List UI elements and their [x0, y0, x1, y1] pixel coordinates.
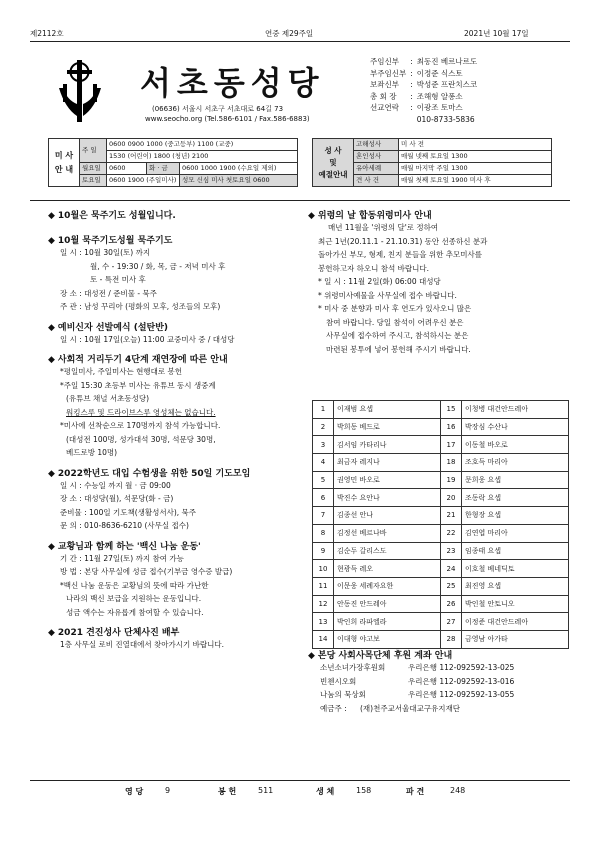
sacrament-info: 매월 넷째 토요일 1300 [399, 151, 552, 163]
diamond-bullet-icon: ◆ [48, 355, 55, 365]
name-row [313, 560, 569, 578]
sacrament-label: 성 사 [324, 145, 342, 155]
issue-date: 2021년 10월 17일 [464, 29, 529, 38]
diamond-bullet-icon: ◆ [48, 322, 55, 333]
staff-row: 부주임신부 : 이정준 식스토 [370, 68, 463, 78]
row-number: 17 [441, 436, 462, 454]
stat-label: 봉 헌 [218, 787, 237, 796]
deceased-name: 김서임 카타리나 [334, 436, 441, 454]
deceased-name: 박인철 안토니오 [462, 595, 569, 613]
deceased-name: 현광득 레오 [334, 560, 441, 578]
staff-row: 주임신부 : 최동진 베르나르도 [370, 57, 478, 66]
notice-exam-prayer-body: 일 시 : 수능일 까지 월 · 금 09:00 장 소 : 대성당(월), 석문당(화 - 금) 준비물 : 100일 기도책(생활성서사), 묵주 문 의 : 010-8636-6210 (사무실 접수) [60, 480, 197, 530]
notice-distancing-title: ◆ 사회적 거리두기 4단계 재연장에 따른 안내 [48, 355, 228, 365]
row-number: 6 [313, 489, 334, 507]
footer-rule [30, 780, 570, 781]
parish-address: (06636) 서울시 서초구 서초대로 64길 73 [152, 105, 284, 113]
account-row: 빈첸시오회 우리은행 112-092592-13-016 [320, 676, 515, 686]
sacrament-info: 매월 첫째 토요일 1900 미사 후 [399, 175, 552, 187]
left-column [48, 208, 303, 652]
diamond-bullet-icon: ◆ [308, 211, 315, 221]
mass-label-2: 안 내 [54, 164, 74, 174]
stat-value: 9 [165, 786, 171, 795]
row-number: 18 [441, 454, 462, 472]
name-row [313, 401, 569, 419]
stat-value: 158 [356, 786, 372, 795]
sacrament-label-3: 예절안내 [318, 169, 348, 179]
section-rule [30, 200, 570, 201]
diamond-bullet-icon: ◆ [48, 468, 55, 479]
parish-logo-icon [55, 58, 105, 124]
header-rule [30, 41, 570, 42]
row-number: 12 [313, 595, 334, 613]
row-number: 4 [313, 454, 334, 472]
deceased-name: 이정준 대건안드레아 [462, 613, 569, 631]
notice-vaccine-body: 기 간 : 11월 27일(토) 까지 참여 가능 방 법 : 본당 사무실에 성금 접수(기부금 영수증 발급) *백신 나눔 운동은 교황님의 뜻에 따라 가난한 나라의 백신 보급을 지원하는 운동입니다. 성금 액수는 자유롭게 참여할 수 있습니다. [60, 553, 233, 617]
mass-times: 0600 0900 1000 (중고등부) 1100 (교중) [107, 139, 298, 151]
row-number: 21 [441, 507, 462, 525]
row-number: 11 [313, 577, 334, 595]
deceased-name: 이호철 베네딕토 [462, 560, 569, 578]
name-row [313, 542, 569, 560]
mass-schedule-table [48, 138, 298, 187]
sacrament-label-2: 및 [329, 157, 337, 167]
deceased-name: 박진수 요안나 [334, 489, 441, 507]
name-row [313, 595, 569, 613]
notice-rosary-prayer-body: 일 시 : 10월 30일(토) 까지 월, 수 - 19:30 / 화, 목, 금 - 저녁 미사 후 토 - 특전 미사 후 장 소 : 대성전 / 준비물 - 묵주 주 관 : 남성 꾸리아 (평화의 모후, 성조들의 모후) [60, 248, 226, 311]
accounts-section [308, 648, 568, 715]
row-number: 8 [313, 524, 334, 542]
sacrament-name: 고해성사 [354, 139, 399, 151]
name-row [313, 613, 569, 631]
row-number: 5 [313, 471, 334, 489]
notice-vaccine-title: ◆ 교황님과 함께 하는 '백신 나눔 운동' [48, 541, 201, 552]
staff-row: 010-8733-5836 [416, 114, 475, 124]
sacrament-name: 유아세례 [354, 163, 399, 175]
row-number: 25 [441, 577, 462, 595]
row-number: 20 [441, 489, 462, 507]
notice-memorial-mass-title: ◆ 위령의 날 합동위령미사 안내 [308, 211, 432, 221]
account-row: 나눔의 묵상회 우리은행 112-092592-13-055 [320, 690, 515, 699]
name-row [313, 436, 569, 454]
stat-label: 파 견 [406, 787, 425, 796]
notice-confirmation-photo-title: ◆ 2021 견진성사 단체사진 배부 [48, 628, 180, 638]
deceased-name: 임종태 요셉 [462, 542, 569, 560]
sacrament-info: 매월 마지막 주일 1300 [399, 163, 552, 175]
row-number: 19 [441, 471, 462, 489]
notice-rosary-prayer-title: ◆ 10월 묵주기도성월 묵주기도 [48, 236, 173, 246]
sacrament-name: 견 사 건 [354, 175, 399, 187]
deceased-name: 김연엽 마리아 [462, 524, 569, 542]
deceased-name: 김순두 갈리스도 [334, 542, 441, 560]
stat-value: 248 [450, 786, 466, 795]
notice-memorial-mass-body: 매년 11월을 '위령의 달'로 정하여 최근 1년(20.11.1 - 21.10.31) 동안 선종하신 분과 돌아가신 부모, 형제, 친지 분들을 위한 추모미사를 봉헌하고자 하오니 참석 바랍니다. * 일 시 : 11월 2일(화) 06:00 대성당 * 위령미사예물을 사무실에 접수 바랍니다. * 미사 중 분향과 미사 후 연도가 있사오니 많은 참여 바랍니다. 당일 참석이 어려우신 분은 사무실에 접수하여 주시고, 참석하시는 분은 마련된 봉투에 넣어 봉헌해 주시기 바랍니다. [318, 223, 488, 354]
notice-exam-prayer-title: ◆ 2022학년도 대입 수험생을 위한 50일 기도모임 [48, 468, 251, 479]
name-row [313, 471, 569, 489]
deceased-name: 이청병 대건안드레아 [462, 401, 569, 419]
staff-row: 보좌신부 : 박성준 프란치스코 [370, 80, 478, 89]
row-number: 13 [313, 613, 334, 631]
row-number: 2 [313, 418, 334, 436]
deceased-name: 최진영 요셉 [462, 577, 569, 595]
mass-day: 월요일 [80, 163, 107, 175]
row-number: 28 [441, 630, 462, 648]
deceased-name: 박인희 라파엘라 [334, 613, 441, 631]
parish-contact: www.seocho.org (Tel.586-6101 / Fax.586-6883) [145, 115, 310, 123]
liturgical-sunday: 연중 제29주일 [265, 29, 314, 38]
deceased-name: 이재범 요셉 [334, 401, 441, 419]
row-number: 7 [313, 507, 334, 525]
deceased-name: 김정선 베르나바 [334, 524, 441, 542]
row-number: 14 [313, 630, 334, 648]
mass-times: 0600 [107, 163, 147, 175]
row-number: 15 [441, 401, 462, 419]
notice-catechumen-body: 일 시 : 10월 17일(오늘) 11:00 교중미사 중 / 대성당 [60, 334, 235, 344]
name-row [313, 418, 569, 436]
row-number: 26 [441, 595, 462, 613]
deceased-name: 금영남 아가타 [462, 630, 569, 648]
row-number: 1 [313, 401, 334, 419]
mass-extra: 성모 신심 미사 첫토요일 0600 [180, 175, 298, 187]
diamond-bullet-icon: ◆ [48, 211, 55, 221]
deceased-name: 김종선 안나 [334, 507, 441, 525]
name-row [313, 524, 569, 542]
row-number: 27 [441, 613, 462, 631]
staff-list [368, 56, 479, 125]
sacrament-table [312, 138, 552, 187]
accounts-list [308, 661, 568, 715]
row-number: 23 [441, 542, 462, 560]
mass-day: 토요일 [80, 175, 107, 187]
notice-catechumen-title: ◆ 예비신자 선발예식 (설탄반) [48, 322, 169, 333]
diamond-bullet-icon: ◆ [308, 651, 315, 661]
deceased-names-table [312, 400, 569, 649]
deceased-name: 박희동 베드로 [334, 418, 441, 436]
row-number: 24 [441, 560, 462, 578]
mass-day: 화 · 금 [147, 163, 180, 175]
name-row [313, 489, 569, 507]
mass-label: 미 사 [54, 150, 74, 160]
deceased-name: 이문웅 세례자요한 [334, 577, 441, 595]
issue-number: 제2112호 [30, 29, 64, 38]
notice-confirmation-photo-body: 1층 사무실 로비 진열대에서 찾아가시기 바랍니다. [60, 640, 224, 649]
sacrament-info: 미 사 전 [399, 139, 552, 151]
name-row [313, 454, 569, 472]
diamond-bullet-icon: ◆ [48, 628, 55, 638]
staff-row: 선교연락 : 이광조 토마스 [370, 103, 463, 112]
sacrament-name: 혼인성사 [354, 151, 399, 163]
stat-label: 생 체 [316, 787, 335, 796]
notice-rosary-month: ◆ 10월은 묵주기도 성월입니다. [48, 211, 176, 221]
stat-label: 영 당 [125, 787, 144, 796]
name-row [313, 577, 569, 595]
row-number: 22 [441, 524, 462, 542]
account-row: 예금주 : (재)천주교서울대교구유지재단 [320, 703, 461, 713]
stat-value: 511 [258, 786, 274, 795]
staff-row: 총 회 장 : 조해형 알퐁소 [370, 91, 463, 101]
mass-times: 1530 (어린이) 1800 (청년) 2100 [107, 151, 298, 163]
deceased-name: 한형장 요셉 [462, 507, 569, 525]
deceased-name: 안동진 안드레아 [334, 595, 441, 613]
deceased-name: 박장심 수산나 [462, 418, 569, 436]
diamond-bullet-icon: ◆ [48, 236, 55, 246]
name-row [313, 507, 569, 525]
mass-day: 주 일 [80, 139, 107, 163]
right-column [308, 208, 568, 356]
row-number: 9 [313, 542, 334, 560]
account-row: 소년소녀가장후원회 우리은행 112-092592-13-025 [320, 663, 515, 672]
diamond-bullet-icon: ◆ [48, 541, 55, 552]
deceased-name: 이대형 야고보 [334, 630, 441, 648]
row-number: 10 [313, 560, 334, 578]
mass-times: 0600 1900 (주일미사) [107, 175, 180, 187]
name-row [313, 630, 569, 648]
notice-accounts-title: ◆ 본당 사회사목단체 후원 계좌 안내 [308, 651, 453, 661]
deceased-name: 최금자 레지나 [334, 454, 441, 472]
notice-distancing-body: *평일미사, 주일미사는 현행대로 봉헌 *주일 15:30 초등부 미사는 유튜브 동시 생중계 (유튜브 채널 서초동성당) 워킹스루 및 드라이브스루 영성체는 없습니다. *미사에 선착순으로 170명까지 참석 가능합니다. (대성전 100명, 성가대석 30명, 석문당 30명, 베드로방 10명) [60, 367, 221, 457]
deceased-name: 문희웅 요셉 [462, 471, 569, 489]
row-number: 16 [441, 418, 462, 436]
mass-times: 0600 1000 1900 (수요일 제외) [180, 163, 298, 175]
deceased-name: 조동락 요셉 [462, 489, 569, 507]
deceased-name: 권영민 바오로 [334, 471, 441, 489]
deceased-name: 조호득 마리아 [462, 454, 569, 472]
row-number: 3 [313, 436, 334, 454]
deceased-name: 이동철 바오로 [462, 436, 569, 454]
parish-name: 서초동성당 [140, 64, 325, 102]
